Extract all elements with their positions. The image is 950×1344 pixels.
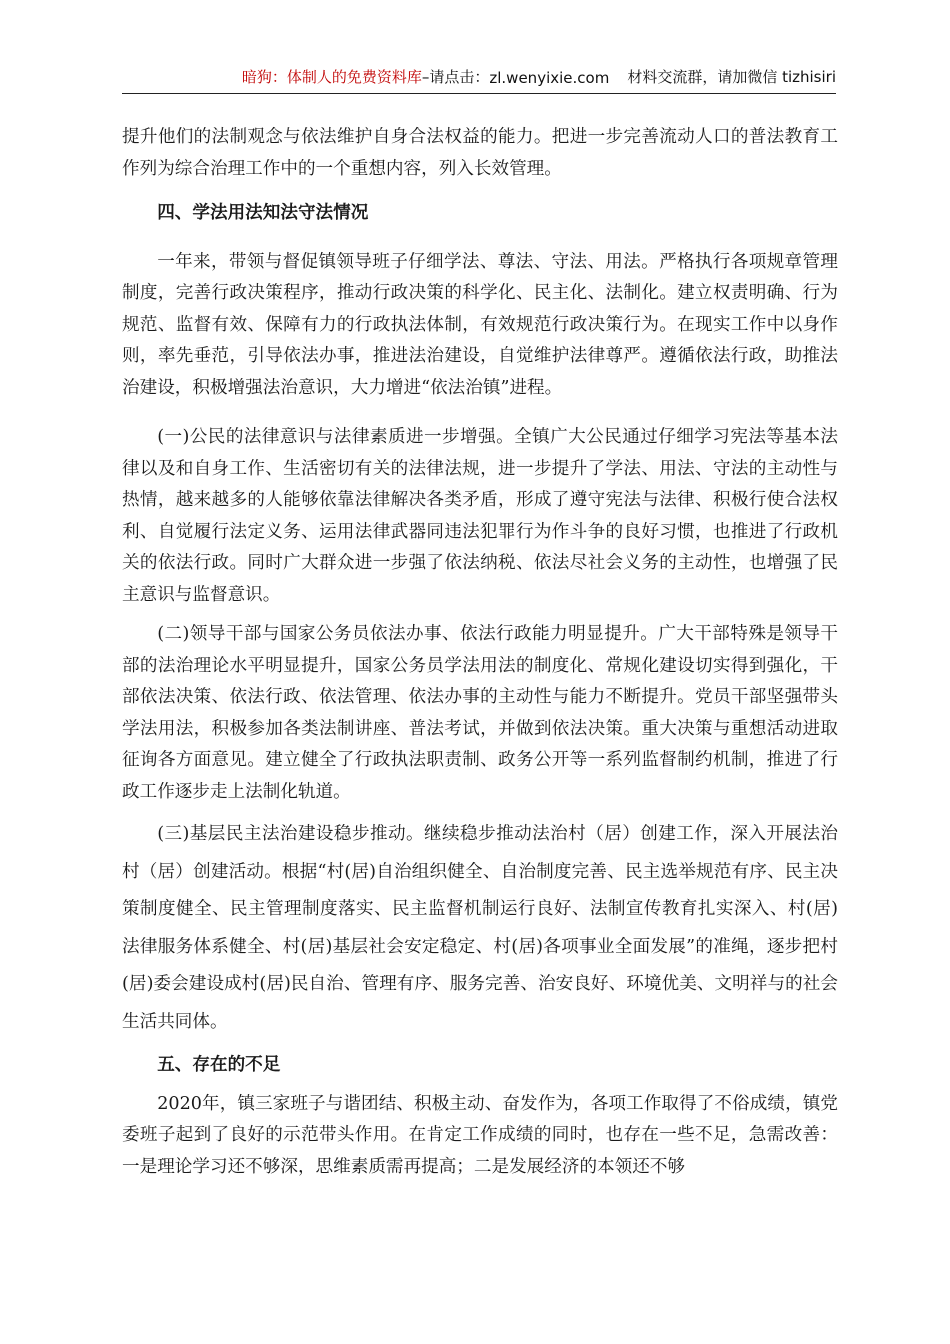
header-url-link[interactable]: zl.wenyixie.com (489, 69, 610, 87)
paragraph-section-5: 2020年，镇三家班子与谐团结、积极主动、奋发作为，各项工作取得了不俗成绩，镇党委班子起到了良好的示范带头作用。在肯定工作成绩的同时，也存在一些不足，急需改善：一是理论学习还不够深，思维素质需再提高；二是发展经济的本领还不够 (122, 1093, 838, 1177)
paragraph-subsection-2: (二)领导干部与国家公务员依法办事、依法行政能力明显提升。广大干部特殊是领导干部的法治理论水平明显提升，国家公务员学法用法的制度化、常规化建设切实得到强化，干部依法决策、依法行政、依法管理、依法办事的主动性与能力不断提升。党员干部坚强带头学法用法，积极参加各类法制讲座、普法考试，并做到依法决策。重大决策与重想活动进取征询各方面意见。建立健全了行政执法职责制、政务公开等一系列监督制约机制，推进了行政工作逐步走上法制化轨道。 (122, 624, 838, 802)
page-header (122, 62, 836, 94)
paragraph-section-4: 一年来，带领与督促镇领导班子仔细学法、尊法、守法、用法。严格执行各项规章管理制度，完善行政决策程序，推动行政决策的科学化、民主化、法制化。建立权责明确、行为规范、监督有效、保障有力的行政执法体制，有效规范行政决策行为。在现实工作中以身作则，率先垂范，引导依法办事，推进法治建设，自觉维护法律尊严。遵循依法行政，助推法治建设，积极增强法治意识，大力增进“依法治镇”进程。 (122, 251, 838, 398)
paragraph-subsection-1: (一)公民的法律意识与法律素质进一步增强。全镇广大公民通过仔细学习宪法等基本法律以及和自身工作、生活密切有关的法律法规，进一步提升了学法、用法、守法的主动性与热情，越来越多的人能够依靠法律解决各类矛盾，形成了遵守宪法与法律、积极行使合法权利、自觉履行法定义务、运用法律武器同违法犯罪行为作斗争的良好习惯，也推进了行政机关的依法行政。同时广大群众进一步强了依法纳税、依法尽社会义务的主动性，也增强了民主意识与监督意识。 (122, 427, 838, 605)
section-heading-4: 四、学法用法知法守法情况 (157, 202, 369, 223)
header-prompt: –请点击： (421, 68, 490, 86)
header-wechat: 材料交流群，请加微信 tizhisiri (627, 68, 836, 86)
paragraph-subsection-3: (三)基层民主法治建设稳步推动。继续稳步推动法治村（居）创建工作，深入开展法治村（居）创建活动。根据“村(居)自治组织健全、自治制度完善、民主选举规范有序、民主决策制度健全、民主管理制度落实、民主监督机制运行良好、法制宣传教育扎实深入、村(居)法律服务体系健全、村(居)基层社会安定稳定、村(居)各项事业全面发展”的准绳，逐步把村(居)委会建设成村(居)民自治、管理有序、服务完善、治安良好、环境优美、文明祥与的社会生活共同体。 (122, 824, 838, 1032)
section-heading-5: 五、存在的不足 (157, 1054, 281, 1075)
document-body (122, 122, 838, 1183)
paragraph-continued: 提升他们的法制观念与依法维护自身合法权益的能力。把进一步完善流动人口的普法教育工作列为综合治理工作中的一个重想内容，列入长效管理。 (122, 127, 838, 179)
header-brand: 暗狗：体制人的免费资料库 (241, 68, 422, 86)
